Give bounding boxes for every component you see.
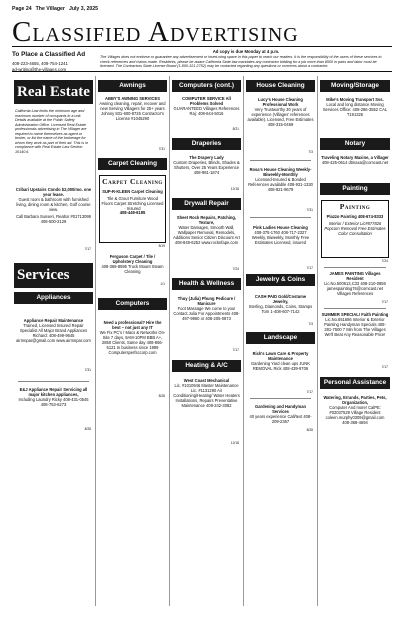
ad-lucy-cleaning <box>247 98 314 127</box>
divider <box>250 217 311 218</box>
ad-code: 7/17 <box>306 390 313 395</box>
place-ad-email[interactable]: ad-writing@the-villages.com <box>12 66 67 72</box>
ad-body: 408-369-8595 Truck Mount Steam Cleaning <box>101 263 164 274</box>
ad-code: 7/17 <box>232 348 239 353</box>
ad-body: Sterling, Diamonds, Coins, Stamps Tom 1-408-607-7142 <box>248 303 313 314</box>
divider <box>324 267 386 268</box>
section-real-estate: Real Estate <box>14 80 93 104</box>
ad-title: Mike's Moving Transport Svs. <box>326 97 384 103</box>
ad-contact: Call Barbara Sunseri, Realtor #01713099 408-500-2129 <box>16 213 91 224</box>
ad-title: ABBY'S AWNING SERVICES <box>105 96 160 102</box>
ad-body: Interior / Exterior Lic#877826 Popcorn Removal Free Estimates Color Consultation <box>324 220 386 236</box>
section-drywall: Drywall Repair <box>172 198 241 210</box>
column-4 <box>243 76 317 606</box>
ad-plazzo-painting <box>321 200 389 258</box>
classified-page <box>12 6 392 612</box>
ad-sup-r-kleen <box>99 175 166 243</box>
ad-title: Sheet Rock Repairs, Patching, Texture, <box>176 215 237 226</box>
ad-body: Lic.No.500613,C33 408-210-0859 jamespainting76@comcast.net Villages References <box>324 280 386 296</box>
ad-computer-service <box>173 97 240 117</box>
page-header <box>12 6 392 12</box>
ad-title: Plazzo Painting 408-674-8333 <box>326 214 384 220</box>
ad-body: Lic. #1010946 Master Maintenance Lic. #1131290 Air Conditioning/Heating/ Water Heaters Installations, Repairs Preventative Maintenance 408-242-3082 <box>173 383 240 408</box>
ad-drapery-lady <box>173 156 240 176</box>
ad-code: 7/17 <box>84 247 91 252</box>
ad-code: 8/19 <box>158 244 165 249</box>
ad-title: Gardening and Handyman Services <box>255 404 306 415</box>
ad-watering-errands <box>321 396 389 425</box>
section-moving-storage: Moving/Storage <box>320 80 390 92</box>
ad-body: GUARANTEED Villages References Raj: 408-644-5016 <box>173 105 240 116</box>
ad-body: Including Laundry Ricky 408-431-0545 408-753-6273 <box>18 396 89 407</box>
ad-title: Ferguson Carpet / Tile / Upholstery Cleaning <box>109 254 156 265</box>
ad-thuy-phung <box>173 297 240 322</box>
ad-body: Gardening Yard clean ups JUNK REMOVAL Rick 408-439-9706 <box>250 360 310 371</box>
ad-title: Cribari Upstairs Condo $2,000/mo. one year lease. <box>15 187 92 198</box>
section-painting: Painting <box>320 183 390 195</box>
ad-code: 7/17 <box>381 300 388 305</box>
ad-title: COMPUTER SERVICE All Problems Solved <box>182 96 231 107</box>
ad-appliance-repair <box>15 319 92 344</box>
ad-code: 7/17 <box>306 266 313 271</box>
divider <box>324 308 386 309</box>
section-health-wellness: Health & Wellness <box>172 278 241 290</box>
ad-box-title: Carpet Cleaning <box>102 177 163 187</box>
ad-title: JAMES PAINTING Villages Resident <box>329 271 381 282</box>
ad-box-title: Painting <box>339 202 371 212</box>
ad-code: 8/28 <box>306 428 313 433</box>
ad-body: Foot Massage We come to you! Contact Julia For Appointments 408-497-9960 or 408-205-0873 <box>173 305 240 321</box>
info-bar <box>12 48 392 72</box>
ad-body: Guest room & bathroom with furnished living, dining room & kitchen, Golf course view. <box>16 196 91 212</box>
ad-rosa-cleaning <box>247 168 314 193</box>
ad-body: Lic.No.651686 Interior & Exterior Painting Handyman Specials 408-281-7500 7 Min from The Villages We'll Beat Any Reasonable Price! <box>324 317 386 337</box>
column-5 <box>317 76 392 606</box>
place-ad-block <box>12 48 100 71</box>
place-ad-phone: 408-223-4655, 408-754-1241 <box>12 60 68 66</box>
ad-code: 12/18 <box>230 441 239 446</box>
column-1 <box>12 76 95 606</box>
ad-code: 7/31 <box>84 368 91 373</box>
ad-code: 8/28 <box>158 394 165 399</box>
ad-title: Pink Ladies House Cleaning <box>253 225 308 231</box>
ad-code: 7/3 <box>308 150 313 155</box>
ad-ej-appliance <box>15 388 92 408</box>
ad-title: Rick's Lawn Care & Property Maintenance <box>252 351 309 362</box>
ad-title: SUMMER SPECIAL! Faith Painting <box>321 312 389 318</box>
ad-title: Traveling Notary Maxine, a Villager <box>321 155 389 161</box>
ad-title: SUP-R-KLEEN Carpet Cleaning <box>102 189 163 195</box>
ad-body: Very Trustworthy 30 years of experience (Villages' references available). Licensed, Free Estimates 408-315-0469 <box>247 106 314 127</box>
ad-phone: 408-449-6185 <box>119 210 146 216</box>
ad-traveling-notary <box>321 156 389 166</box>
classified-grid <box>12 76 392 606</box>
section-carpet-cleaning: Carpet Cleaning <box>98 158 167 170</box>
ad-body: 408-375-1760 408-717-2327 Weekly, Biweekly, Monthly Free Estimates Licensed, insured <box>251 230 310 245</box>
ad-james-painting <box>321 272 389 297</box>
section-personal-assistance: Personal Assistance <box>320 377 390 389</box>
section-heating-ac: Heating & A/C <box>172 360 241 372</box>
ad-code: 7/24 <box>232 267 239 272</box>
place-ad-heading: To Place a Classified Ad <box>12 51 86 59</box>
page-number: Page 24 <box>12 6 32 12</box>
ad-title: Lucy's House Cleaning Professional Work <box>258 97 303 108</box>
ad-title: Appliance Repair Maintenance <box>23 318 84 324</box>
ad-abby-awning <box>99 97 166 122</box>
issue-date: July 3, 2025 <box>68 6 99 12</box>
ad-title: CASH PAID Gold/Costume Jewelry, <box>254 294 307 305</box>
ad-cribari <box>15 188 92 224</box>
ad-rick-lawn-care <box>247 352 314 372</box>
legal-note: California Law limits the minimum age and maximum number of occupants in a unit. Details available at the Public Safety Administration Office. Licensed Real Estate professionals advertising in The Villager are required to name themselves as agent or broker, or list the name of the brokerage for whom they work as part of their ad. This is in compliance with Real Estate Law Section 10140.6. <box>15 109 88 154</box>
ad-title: Watering, Errands, Parties, Pets, Organization, <box>323 395 387 406</box>
ad-code: 7/3 <box>308 322 313 327</box>
ad-sheet-rock <box>173 216 240 245</box>
ad-body: Local and long distance Moving Services Office: 408-286-3552 CAL T191326 <box>322 102 388 117</box>
ad-body: 408-425-0614 dtmaxa@comcast.net <box>321 160 389 166</box>
section-appliances: Appliances <box>14 292 93 304</box>
ad-body: Licensed-Insured & Bonded References available 408-931-1330 408-821-9679 <box>248 176 313 192</box>
section-house-cleaning: House Cleaning <box>246 80 315 92</box>
section-notary: Notary <box>320 138 390 150</box>
column-2 <box>95 76 169 606</box>
ad-title: Need a professional? Hire the best – not just any IT <box>103 320 162 331</box>
ad-title: The Drapery Lady <box>189 155 224 161</box>
section-awnings: Awnings <box>98 80 167 92</box>
ad-code: 8/21 <box>232 127 239 132</box>
ad-summer-special <box>321 313 389 338</box>
ad-body: Computer And more! CalPE: #02037529 Village Resident coleen.murphy0309@gmail.com 408-368-4694 <box>325 404 385 425</box>
ad-body: Trained, Licensed Insured Repair Specialist All Major Brand Appliances Richard: 408-499-9645 airmnpar@gmail.com www.airmnpar.com <box>16 323 91 343</box>
deadline-notice: Ad copy is due Monday at 4 p.m. <box>212 49 280 55</box>
ad-body: We Fix PC's / Macs & Networks On-Site 7 days, 9AM-10PM BBB A+, 2850 Clients, Same day 408-866-5121 In business since 1989 Computersperfsccorp.com <box>99 329 166 355</box>
ad-code: 7/31 <box>158 147 165 152</box>
ad-title: West Coast Mechanical <box>183 378 230 384</box>
ad-body: Awning cleaning, repair, recover and new Serving Villagers for 25+ years Johnny 831-600-8726 Contractor's License #1045290 <box>99 101 166 121</box>
ad-body: Tile & Grout Furniture Wood Floors Carpet Stretching Licensed · Insured <box>101 195 164 211</box>
disclaimer-notice <box>100 48 392 71</box>
paper-name: The Villager <box>35 6 65 12</box>
ad-code: 7/31 <box>306 208 313 213</box>
column-3 <box>169 76 243 606</box>
section-draperies: Draperies <box>172 138 241 150</box>
divider <box>18 381 89 382</box>
ad-pink-ladies <box>247 226 314 246</box>
masthead-title: Classified Advertising <box>12 17 392 47</box>
divider <box>250 398 311 399</box>
ad-title: E&J Appliance Repair Servicing all major kitchen appliances, <box>19 387 88 398</box>
ad-body: 40 years experience Call/text 408-209-2367 <box>249 413 312 424</box>
ad-code: 8/28 <box>84 427 91 432</box>
ad-mike-moving <box>321 98 389 118</box>
ad-body: Water Damages, Smooth Wall, Wallpaper Removal, Remodels, Additions Senior Citizen Discount Art 408-849-6252 www.rocknfape.com <box>173 224 240 245</box>
ad-need-professional <box>99 321 166 355</box>
ad-code: 7/24 <box>381 259 388 264</box>
section-computers: Computers <box>98 298 167 310</box>
ad-title: Rosa's House Cleaning Weekly-Biweekly-Monthly <box>249 167 312 178</box>
ad-cash-paid <box>247 295 314 315</box>
ad-body: Custom Draperies, Blinds, Shades & Shutters, Over 25 Years Experience 408-981-1874 <box>173 160 240 175</box>
ad-code: 7/17 <box>381 365 388 370</box>
ad-west-coast-mechanical <box>173 379 240 408</box>
divider <box>250 160 311 161</box>
ad-gardening-handyman <box>247 405 314 425</box>
ad-code: 12/18 <box>230 187 239 192</box>
ad-title: Thuy (Julia) Phung Pedicure / Manicure <box>177 296 236 307</box>
section-jewelry-coins: Jewelry & Coins <box>246 274 315 286</box>
ad-ferguson <box>99 255 166 275</box>
ad-code: 1/1 <box>160 282 165 287</box>
section-landscape: Landscape <box>246 332 315 344</box>
disclaimer-body: The Villages does not endorse or guarantee any advertisement or insert-wing space in this paper to reach our readers. It is the responsibility of the users of these services to check references and claims made. Residents, please be aware California State law mandates any contractor bidding for a job more than $500 in parts and labor must be licensed. The Contractors State License Board (1-800-321-2752) may be contacted regarding any questions or concerns about a contractor. <box>100 55 382 68</box>
section-services: Services <box>14 263 93 288</box>
section-computers-cont: Computers (cont.) <box>172 80 241 92</box>
